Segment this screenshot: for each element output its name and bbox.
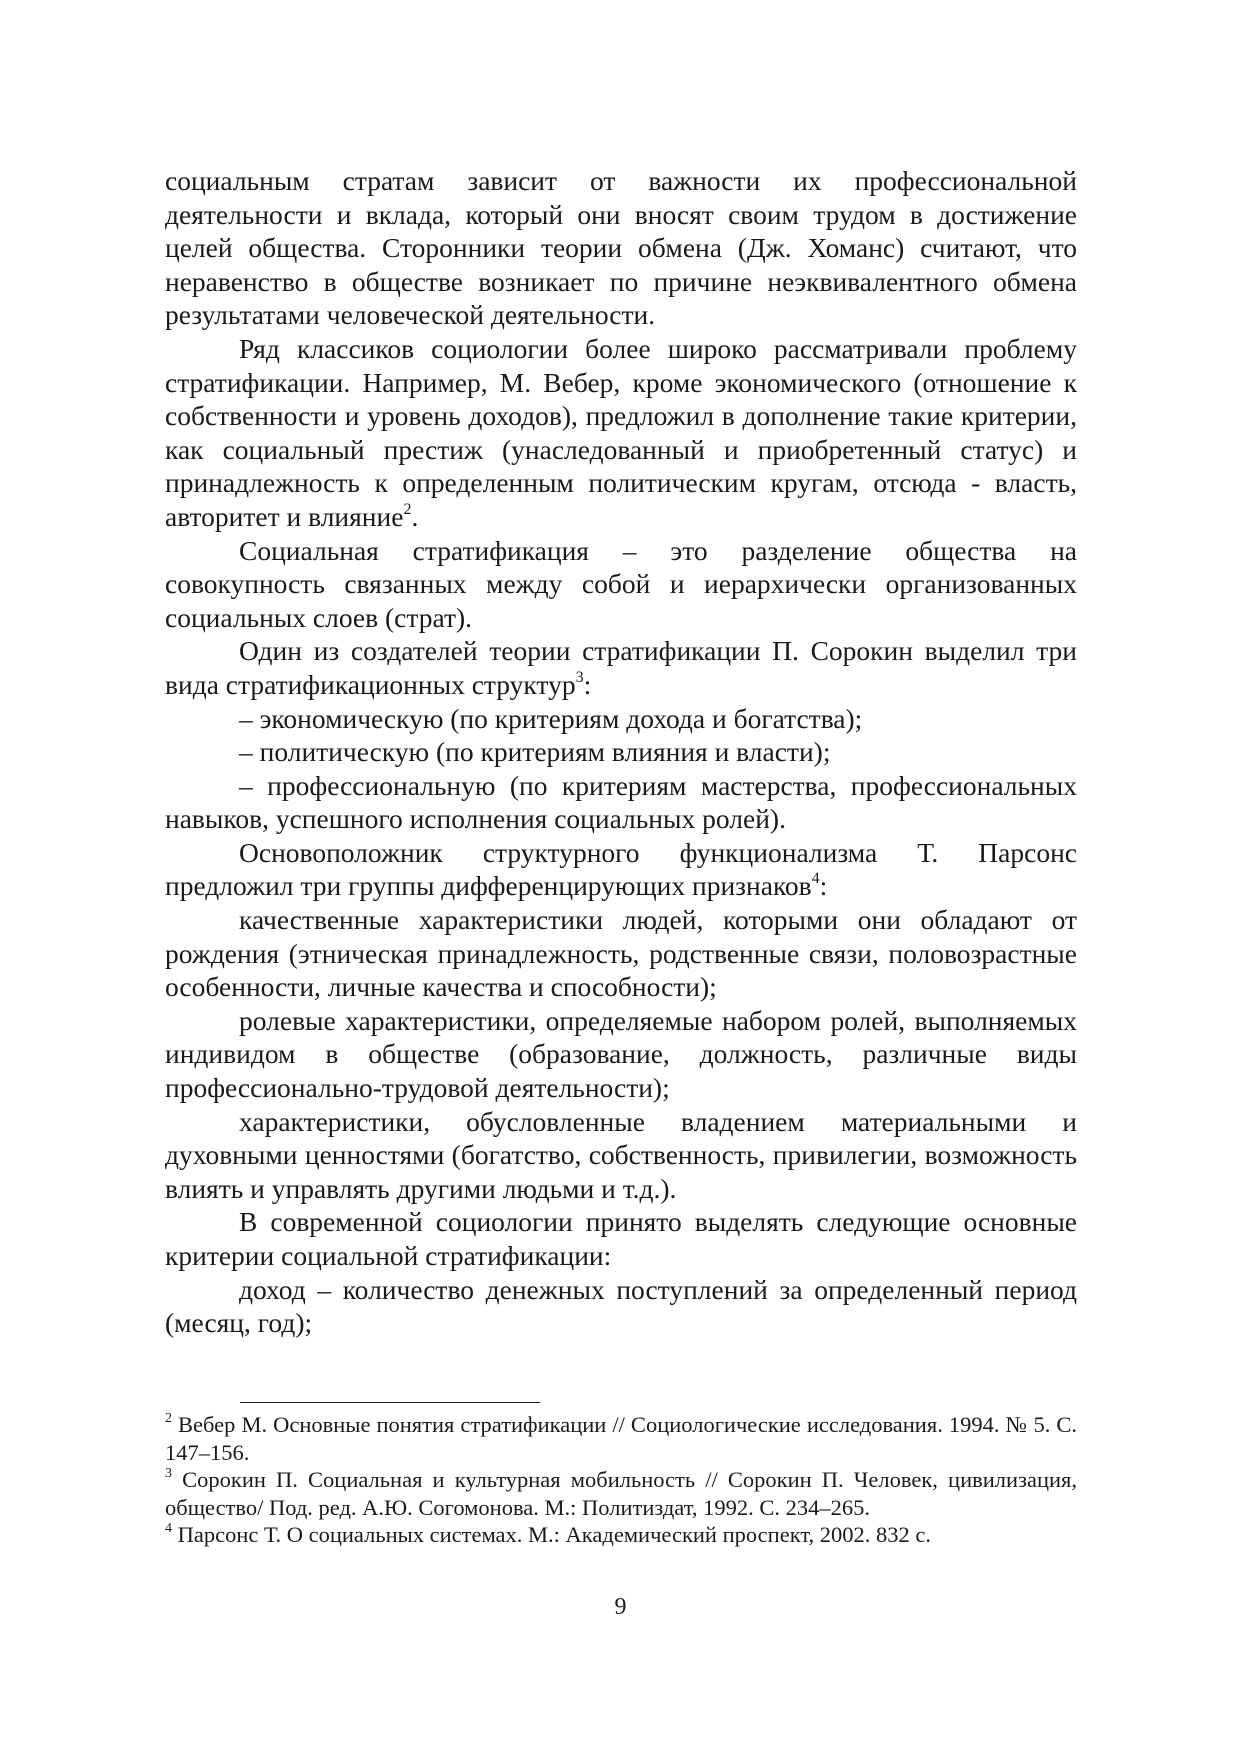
footnote-text: Парсонс Т. О социальных системах. М.: Академический проспект, 2002. 832 с. [172,1522,931,1547]
list-item: – профессиональную (по критериям мастерства, профессиональных навыков, успешного исполнения социальных ролей). [165,769,1077,835]
paragraph: ролевые характеристики, определяемые набором ролей, выполняемых индивидом в обществе (образование, должность, различные виды профессионально-трудовой деятельности); [165,1004,1077,1104]
footnote-separator [240,1402,540,1403]
footnotes [165,1411,1077,1549]
paragraph: В современной социологии принято выделять следующие основные критерии социальной стратификации: [165,1206,1077,1271]
page-number: 9 [614,1594,627,1620]
paragraph: социальным стратам зависит от важности их профессиональной деятельности и вклада, который они вносят своим трудом в достижение целей общества. Сторонники теории обмена (Дж. Хоманс) считают, что неравенство в обществе возникает по причине неэквивалентного обмена результатами человеческой деятельности. [165,165,1077,331]
paragraph: качественные характеристики людей, которыми они обладают от рождения (этническая принадлежность, родственные связи, половозрастные особенности, личные качества и способности); [165,904,1077,1003]
footnote-ref[interactable]: 4 [811,870,820,888]
footnote-number: 3 [165,1465,172,1481]
paragraph: Один из создателей теории стратификации П. Сорокин выделил три вида стратификационных структур$^3$: [165,635,1077,700]
paragraph: Основоположник структурного функционализма Т. Парсонс предложил три группы дифференцирующих признаков$^4$: [165,836,1077,902]
footnote-number: 2 [165,1410,172,1426]
paragraph: доход – количество денежных поступлений за определенный период (месяц, год); [165,1273,1077,1339]
paragraph: характеристики, обусловленные владением материальными и духовными ценностями (богатство, собственность, привилегии, возможность влиять и управлять другими людьми и т.д.). [165,1105,1077,1204]
footnote [165,1521,1077,1549]
list-item: – политическую (по критериям влияния и власти); [239,736,831,768]
footnote-ref[interactable]: 3 [575,668,584,686]
list-item: – экономическую (по критериям дохода и богатства); [239,702,863,734]
footnote [165,1466,1077,1521]
paragraph: Социальная стратификация – это разделение общества на совокупность связанных между собой и иерархически организованных социальных слоев (страт). [165,534,1077,633]
footnote-text: Вебер М. Основные понятия стратификации // Социологические исследования. 1994. № 5. С. 147–156. [165,1412,1077,1465]
footnote-number: 4 [165,1520,172,1536]
main-text [165,164,1077,1340]
footnote-text: Сорокин П. Социальная и культурная мобильность // Сорокин П. Человек, цивилизация, общество/ Под. ред. А.Ю. Согомонова. М.: Политиздат, 1992. С. 234–265. [165,1467,1077,1520]
footnote [165,1411,1077,1466]
paragraph: Ряд классиков социологии более широко рассматривали проблему стратификации. Например, М. Вебер, кроме экономического (отношение к собственности и уровень доходов), предложил в дополнение такие критерии, как социальный престиж (унаследованный и приобретенный статус) и принадлежность к определенным политическим кругам, отсюда - власть, авторитет и влияние$^2$. [165,332,1077,532]
footnote-ref[interactable]: 2 [403,500,412,518]
